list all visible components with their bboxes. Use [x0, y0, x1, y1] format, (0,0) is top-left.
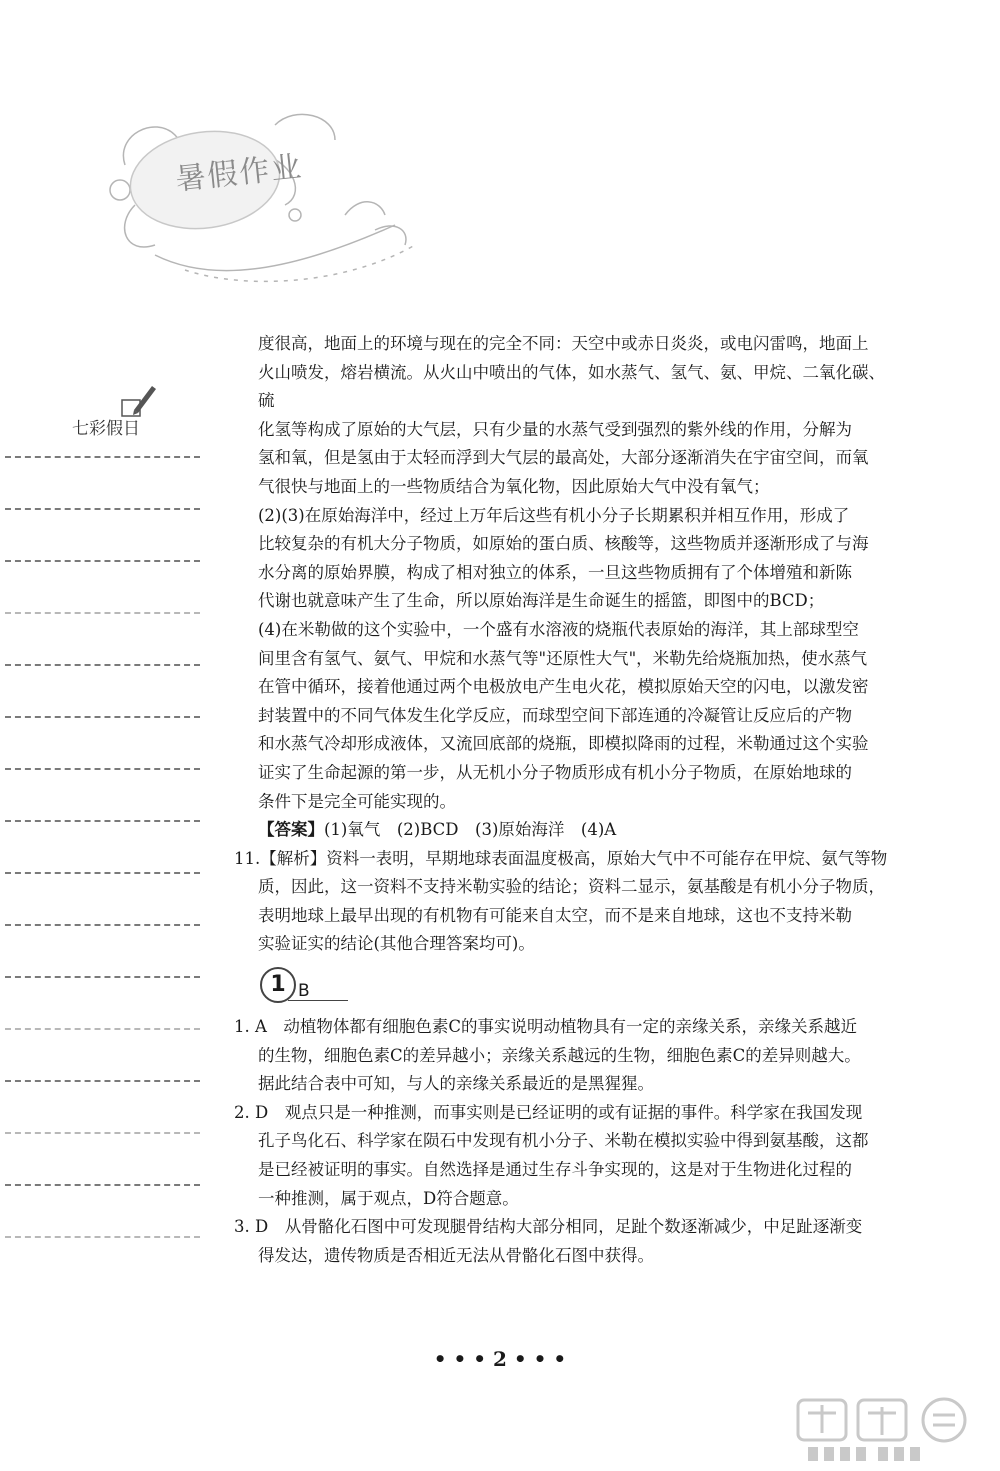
note-line	[5, 872, 200, 874]
answer-item: (1)氧气	[324, 820, 381, 840]
text-line: 条件下是完全可能实现的。	[258, 791, 456, 811]
note-line	[5, 768, 200, 770]
text-line: 孔子鸟化石、科学家在陨石中发现有机小分子、米勒在模拟实验中得到氨基酸，这都	[258, 1131, 869, 1151]
text-line: 表明地球上最早出现的有机物有可能来自太空，而不是来自地球，这也不支持米勒	[258, 905, 852, 925]
note-line	[5, 1028, 200, 1030]
text-line: 间里含有氢气、氨气、甲烷和水蒸气等"还原性大气"，米勒先给烧瓶加热，使水蒸气	[258, 648, 868, 668]
item-1	[234, 1013, 898, 1099]
question-11	[234, 845, 898, 959]
text-line: 2. D 观点只是一种推测，而事实则是已经证明的或有证据的事件。科学家在我国发现	[234, 1102, 863, 1122]
text-line: 氢和氧，但是氢由于太轻而浮到大气层的最高处，大部分逐渐消失在宇宙空间，而氧	[258, 448, 869, 468]
page-number: • • • 2 • • •	[433, 1347, 567, 1371]
answer-item: (3)原始海洋	[475, 820, 565, 840]
text-line: 和水蒸气冷却形成液体，又流回底部的烧瓶，即模拟降雨的过程，米勒通过这个实验	[258, 734, 869, 754]
text-line: 1. A 动植物体都有细胞色素C的事实说明动植物具有一定的亲缘关系，亲缘关系越近	[234, 1017, 858, 1037]
note-line	[5, 924, 200, 926]
header-ornament	[95, 95, 425, 295]
note-line	[5, 1236, 200, 1238]
paragraph-3	[258, 616, 898, 816]
section-underline	[288, 1000, 348, 1001]
text-line: 化氢等构成了原始的大气层，只有少量的水蒸气受到强烈的紫外线的作用，分解为	[258, 419, 852, 439]
note-line	[5, 820, 200, 822]
note-line	[5, 612, 200, 614]
note-line	[5, 664, 200, 666]
text-line: 封装置中的不同气体发生化学反应，而球型空间下部连通的冷凝管让反应后的产物	[258, 705, 852, 725]
text-line: 3. D 从骨骼化石图中可发现腿骨结构大部分相同，足趾个数逐渐减少，中足趾逐渐变	[234, 1217, 863, 1237]
note-line	[5, 1132, 200, 1134]
answer-label: 【答案】	[258, 820, 324, 840]
paragraph-2	[258, 502, 898, 616]
text-line: 得发达，遗传物质是否相近无法从骨骼化石图中获得。	[258, 1245, 654, 1265]
text-line: (4)在米勒做的这个实验中，一个盛有水溶液的烧瓶代表原始的海洋，其上部球型空	[258, 619, 859, 639]
note-line	[5, 456, 200, 458]
answer-item: (2)BCD	[396, 820, 459, 840]
text-line: 是已经被证明的事实。自然选择是通过生存斗争实现的，这是对于生物进化过程的	[258, 1160, 852, 1180]
text-line: 比较复杂的有机大分子物质，如原始的蛋白质、核酸等，这些物质并逐渐形成了与海	[258, 534, 869, 554]
note-line	[5, 976, 200, 978]
text-line: 在管中循环，接着他通过两个电极放电产生电火花，模拟原始天空的闪电，以激发密	[258, 677, 869, 697]
section-letter: B	[298, 981, 310, 1002]
text-line: 气很快与地面上的一些物质结合为氧化物，因此原始大气中没有氧气；	[258, 476, 770, 496]
text-line: 火山喷发，熔岩横流。从火山中喷出的气体，如水蒸气、氢气、氨、甲烷、二氧化碳、硫	[258, 362, 885, 411]
watermark-logo	[788, 1395, 988, 1465]
text-line: 实验证实的结论(其他合理答案均可)。	[258, 934, 535, 954]
text-line: 质，因此，这一资料不支持米勒实验的结论；资料二显示，氨基酸是有机小分子物质，	[258, 877, 885, 897]
sidebar-label: 七彩假日	[72, 419, 140, 439]
main-content	[234, 330, 898, 1270]
header-title: 暑假作业	[173, 149, 305, 198]
answer-item: (4)A	[580, 820, 617, 840]
item-3	[234, 1213, 898, 1270]
note-line	[5, 508, 200, 510]
note-line	[5, 716, 200, 718]
text-line: 水分离的原始界膜，构成了相对独立的体系，一旦这些物质拥有了个体增殖和新陈	[258, 562, 852, 582]
note-line	[5, 1080, 200, 1082]
answer-row	[258, 816, 898, 845]
section-number: 1	[260, 967, 296, 1003]
text-line: (2)(3)在原始海洋中，经过上万年后这些有机小分子长期累积并相互作用，形成了	[258, 505, 850, 525]
text-line: 据此结合表中可知，与人的亲缘关系最近的是黑猩猩。	[258, 1074, 654, 1094]
text-line: 一种推测，属于观点，D符合题意。	[258, 1188, 519, 1208]
text-line: 的生物，细胞色素C的差异越小；亲缘关系越远的生物，细胞色素C的差异则越大。	[258, 1045, 861, 1065]
note-line	[5, 1184, 200, 1186]
text-line: 代谢也就意味产生了生命，所以原始海洋是生命诞生的摇篮，即图中的BCD；	[258, 591, 825, 611]
paragraph-1	[258, 330, 898, 502]
text-line: 证实了生命起源的第一步，从无机小分子物质形成有机小分子物质，在原始地球的	[258, 762, 852, 782]
note-line	[5, 560, 200, 562]
text-line: 11.【解析】资料一表明，早期地球表面温度极高，原始大气中不可能存在甲烷、氨气等物	[234, 848, 888, 868]
text-line: 度很高，地面上的环境与现在的完全不同：天空中或赤日炎炎，或电闪雷鸣，地面上	[258, 334, 869, 353]
section-heading	[258, 967, 898, 1007]
item-2	[234, 1099, 898, 1213]
